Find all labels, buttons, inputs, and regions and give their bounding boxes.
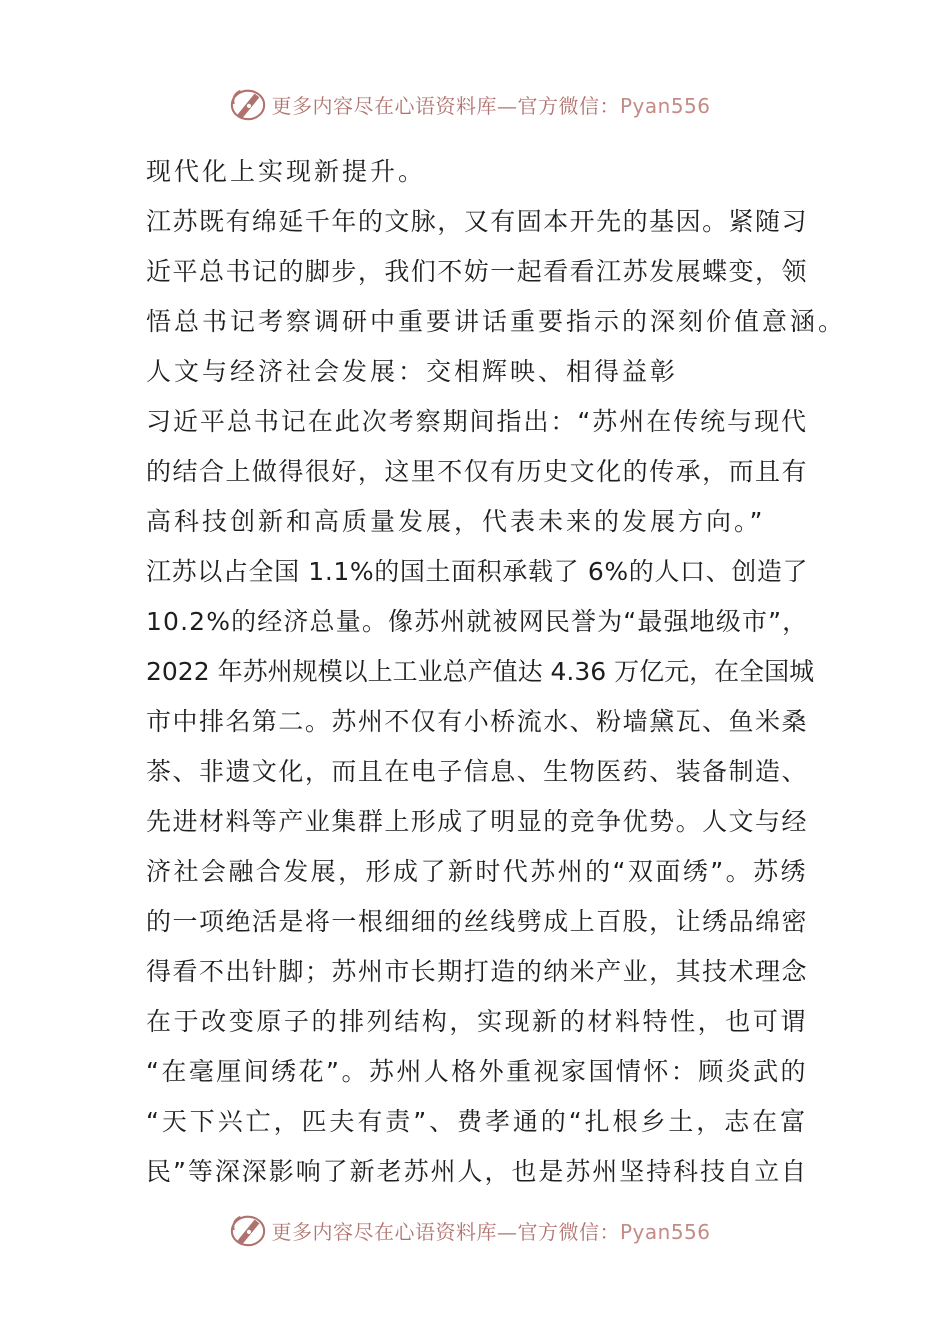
text-line: 悟总书记考察调研中重要讲话重要指示的深刻价值意涵。: [146, 307, 847, 336]
text-line: “天下兴亡，匹夫有责”、费孝通的“扎根乡土，志在富: [146, 1107, 808, 1136]
text-line: 济社会融合发展，形成了新时代苏州的“双面绣”。苏绣: [146, 857, 808, 886]
text-line: 高科技创新和高质量发展，代表未来的发展方向。”: [146, 507, 766, 536]
text-line: 10.2%的经济总量。像苏州就被网民誉为“最强地级市”，: [146, 607, 809, 636]
text-line: 的一项绝活是将一根细细的丝线劈成上百股，让绣品绵密: [146, 907, 809, 936]
text-line: 茶、非遗文化，而且在电子信息、生物医药、装备制造、: [146, 757, 809, 786]
footer-banner-content: [229, 1211, 710, 1249]
document-body: [146, 147, 847, 1197]
header-banner: [0, 84, 950, 124]
text-line: 近平总书记的脚步，我们不妨一起看看江苏发展蝶变，领: [146, 257, 809, 286]
text-line: 先进材料等产业集群上形成了明显的竞争优势。人文与经: [146, 807, 809, 836]
text-line: 市中排名第二。苏州不仅有小桥流水、粉墙黛瓦、鱼米桑: [146, 707, 809, 736]
wechat-id: Pyan556: [619, 1219, 711, 1244]
banner-text: 更多内容尽在心语资料库—官方微信：Pyan556: [271, 1219, 711, 1244]
text-line: 在于改变原子的排列结构，实现新的材料特性，也可谓: [146, 1007, 809, 1036]
text-line: 江苏以占全国 1.1%的国土面积承载了 6%的人口、创造了: [146, 557, 809, 586]
text-line: 江苏既有绵延千年的文脉，又有固本开先的基因。紧随习: [146, 207, 809, 236]
text-line: 的结合上做得很好，这里不仅有历史文化的传承，而且有: [146, 457, 809, 486]
footer-banner: [0, 1210, 950, 1250]
pen-nib-logo-icon: [229, 1211, 267, 1249]
text-line: 人文与经济社会发展：交相辉映、相得益彰: [146, 357, 679, 386]
text-line: 现代化上实现新提升。: [146, 157, 427, 186]
pen-nib-logo-icon: [229, 85, 267, 123]
banner-text: 更多内容尽在心语资料库—官方微信：Pyan556: [271, 93, 711, 118]
text-line: 2022 年苏州规模以上工业总产值达 4.36 万亿元，在全国城: [146, 657, 815, 686]
wechat-id: Pyan556: [619, 93, 711, 118]
text-line: 得看不出针脚；苏州市长期打造的纳米产业，其技术理念: [146, 957, 809, 986]
header-banner-content: [229, 85, 710, 123]
text-line: 习近平总书记在此次考察期间指出：“苏州在传统与现代: [146, 407, 808, 436]
text-line: “在毫厘间绣花”。苏州人格外重视家国情怀：顾炎武的: [146, 1057, 808, 1086]
text-line: 民”等深深影响了新老苏州人，也是苏州坚持科技自立自: [146, 1157, 808, 1186]
